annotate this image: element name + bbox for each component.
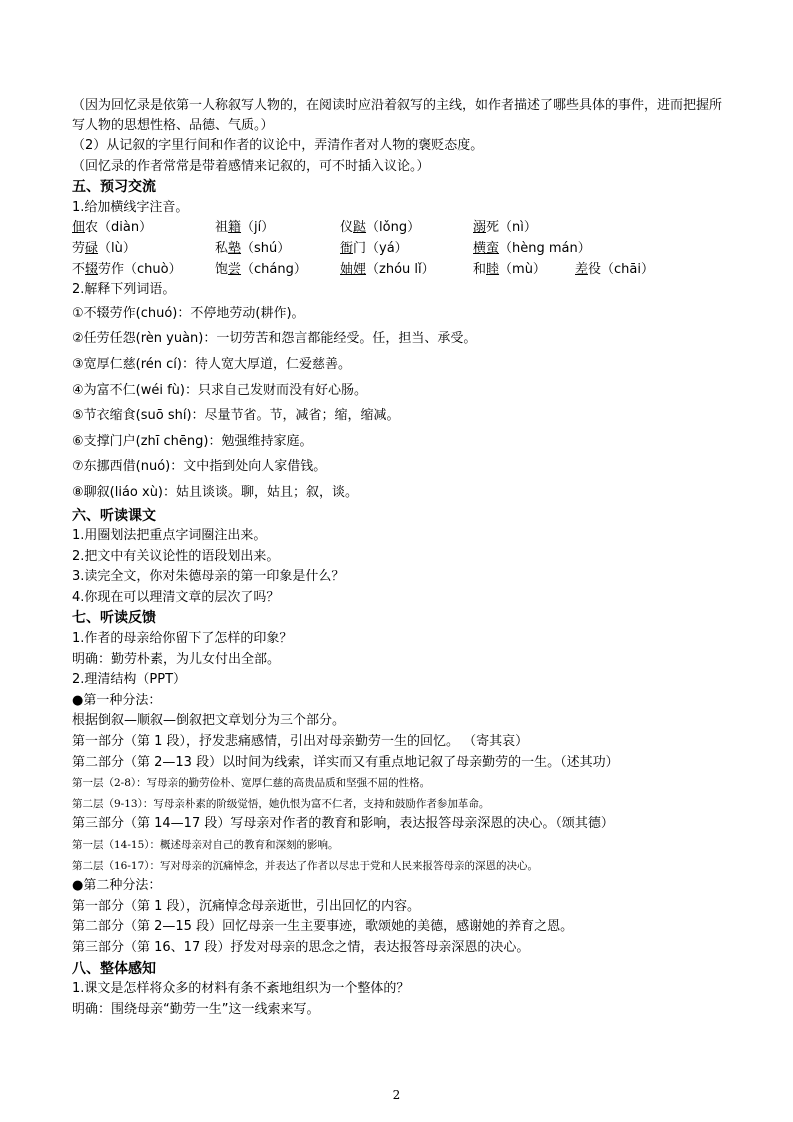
method-2-part-2: 第二部分（第 2—15 段）回忆母亲一生主要事迹，歌颂她的美德，感谢她的养育之恩。 [72,919,574,935]
method-1-part-3: 第三部分（第 14—17 段）写母亲对作者的教育和影响，表达报答母亲深恩的决心。（颂其德） [72,816,614,832]
definition-item: ⑧聊叙(liáo xù)：姑且谈谈。聊，姑且；叙，谈。 [72,484,359,500]
definition-item: ④为富不仁(wéi fù)：只求自己发财而没有好心肠。 [72,382,367,398]
pinyin-item: 和睦（mù） [473,261,546,277]
intro-paragraph-2: （2）从记叙的字里行间和作者的议论中，弄清作者对人物的褒贬态度。 [72,138,484,153]
section-8-answer-1: 明确：围绕母亲“勤劳一生”这一线索来写。 [72,1001,320,1017]
pinyin-item: 溺死（nì） [473,220,537,236]
pinyin-row-3 [72,260,732,281]
section-5-title: 五、预习交流 [72,179,156,196]
pinyin-item: 衙门（yá） [340,240,408,256]
definition-item: ⑦东挪西借(nuó)：文中指到处向人家借钱。 [72,459,327,475]
section-6-item: 2.把文中有关议论性的语段划出来。 [72,548,280,564]
method-2-title: ●第二种分法： [72,878,162,894]
pinyin-item: 横蛮（hèng mán） [473,240,591,256]
definition-item: ⑥支撑门户(zhī chēng)：勉强维持家庭。 [72,433,313,449]
page-number: 2 [392,1088,401,1102]
pinyin-item: 祖籍（jí） [215,220,275,236]
pinyin-item: 佃农（diàn） [72,220,153,236]
definition-item: ③宽厚仁慈(rén cí)：待人宽大厚道，仁爱慈善。 [72,356,351,372]
section-7-title: 七、听读反馈 [72,610,156,627]
method-1-title: ●第一种分法： [72,692,162,708]
section-6-item: 3.读完全文，你对朱德母亲的第一印象是什么？ [72,569,345,585]
definition-item: ①不辍劳作(chuó)：不停地劳动(耕作)。 [72,305,305,321]
section-7-answer-1: 明确：勤劳朴素，为儿女付出全部。 [72,651,281,667]
section-5-question-2: 2.解释下列词语。 [72,282,176,298]
section-8-question-1: 1.课文是怎样将众多的材料有条不紊地组织为一个整体的？ [72,981,410,997]
section-7-question-2: 2.理清结构（PPT） [72,672,187,688]
method-1-intro: 根据倒叙—顺叙—倒叙把文章划分为三个部分。 [72,713,346,729]
section-8-title: 八、整体感知 [72,960,156,977]
definition-item: ⑤节衣缩食(suō shí)：尽量节省。节，减省；缩，缩减。 [72,408,400,424]
section-6-item: 1.用圈划法把重点字词圈注出来。 [72,528,267,544]
pinyin-row-1 [72,218,732,239]
method-2-part-3: 第三部分（第 16、17 段）抒发对母亲的思念之情，表达报答母亲深恩的决心。 [72,939,530,955]
pinyin-item: 劳碌（lù） [72,240,136,256]
section-6-item: 4.你现在可以理清文章的层次了吗？ [72,589,280,605]
method-1-part-2-layer-2: 第二层（9-13）：写母亲朴素的阶级觉悟，她仇恨为富不仁者，支持和鼓励作者参加革命。 [72,797,490,810]
pinyin-item: 差役（chāi） [575,261,654,277]
section-6-title: 六、听读课文 [72,507,156,524]
definition-item: ②任劳任怨(rèn yuàn)：一切劳苦和怨言都能经受。任，担当、承受。 [72,331,477,347]
method-1-part-1: 第一部分（第 1 段），抒发悲痛感情，引出对母亲勤劳一生的回忆。 （寄其哀） [72,734,529,750]
intro-paragraph-1: （因为回忆录是依第一人称叙写人物的，在阅读时应沿着叙写的主线，如作者描述了哪些具体的事件，进而把握所写人物的思想性格、品德、气质。） [72,98,723,133]
method-2-part-1: 第一部分（第 1 段），沉痛悼念母亲逝世，引出回忆的内容。 [72,898,421,914]
pinyin-item: 仪跶（lǒng） [340,220,421,236]
pinyin-item: 妯娌（zhóu lǐ） [340,261,435,277]
pinyin-row-2 [72,239,732,260]
method-1-part-3-layer-2: 第二层（16-17）：写对母亲的沉痛悼念，并表达了作者以尽忠于党和人民来报答母亲的深恩的决心。 [72,859,539,872]
pinyin-item: 饱尝（cháng） [215,261,307,277]
pinyin-item: 不辍劳作（chuò） [72,261,182,277]
section-7-question-1: 1.作者的母亲给你留下了怎样的印象？ [72,631,293,647]
section-5-question-1: 1.给加横线字注音。 [72,199,189,215]
method-1-part-2: 第二部分（第 2—13 段）以时间为线索，详实而又有重点地记叙了母亲勤劳的一生。（述其功） [72,754,619,770]
pinyin-item: 私塾（shú） [215,240,291,256]
method-1-part-3-layer-1: 第一层（14-15）：概述母亲对自己的教育和深刻的影响。 [72,839,339,851]
intro-paragraph-3: （回忆录的作者常常是带着感情来记叙的，可不时插入议论。） [72,158,430,174]
method-1-part-2-layer-1: 第一层（2-8）：写母亲的勤劳俭朴、宽厚仁慈的高贵品质和坚强不屈的性格。 [72,777,431,790]
document-page [72,96,732,1020]
